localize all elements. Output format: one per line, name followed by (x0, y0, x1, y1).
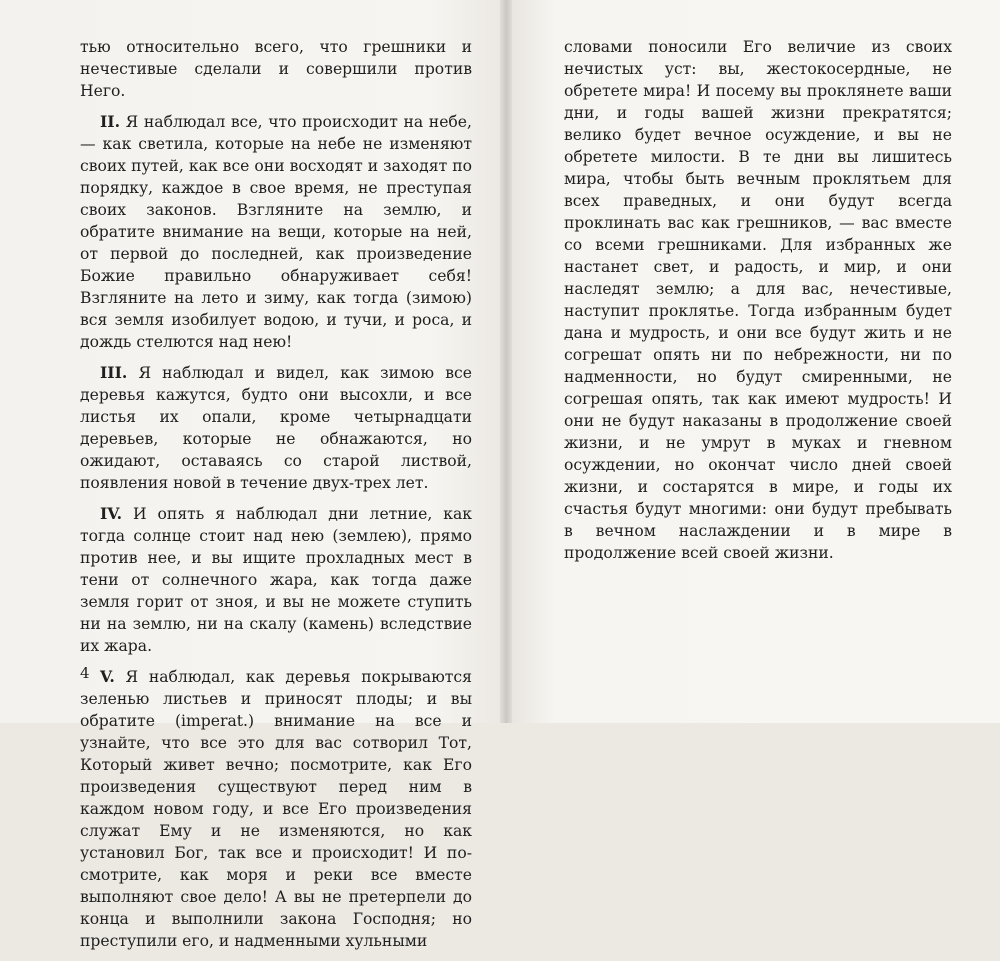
page-number: 4 (80, 664, 90, 682)
paragraph-ii (80, 111, 472, 353)
paragraph-continuation (564, 36, 952, 564)
paragraph-number: II. (100, 112, 121, 131)
paragraph-text: Я наблюдал, как деревья покрываются зеленью листьев и приносят плоды; и вы обратите (imperat.) внимание на все и узнайте, что все это для вас сотворил Тот, Который живет вечно; посмотрите, как Его произведения существуют перед ним в каждом новом году, и все Его произведения служат Ему и не изменяются, но как установил Бог, так все и происходит! И посмотрите, как моря и реки все вместе выполняют свое дело! А вы не претерпели до конца и выполнили закона Господня; но преступили его, и надменными хульными (80, 668, 472, 950)
paragraph-iv (80, 503, 472, 657)
paragraph-text: тью относительно всего, что грешники и нечестивые сделали и совершили против Него. (80, 38, 472, 100)
paragraph-text: Я наблюдал все, что происходит на небе, — как светила, которые на небе не изменяют своих путей, как все они восходят и заходят по порядку, каждое в свое время, не преступая своих законов. Взгляните на землю, и обратите внимание на вещи, которые на ней, от первой до последней, как произведение Божие правильно обнаруживает себя! Взгляните на лето и зиму, как тогда (зимою) вся земля изобилует водою, и тучи, и роса, и дождь стелются над нею! (80, 113, 472, 351)
paragraph-number: III. (100, 363, 128, 382)
paragraph-number: V. (100, 667, 115, 686)
paragraph-number: IV. (100, 504, 123, 523)
book-gutter (500, 0, 512, 723)
paragraph-text: словами поносили Его величие из своих нечистых уст: вы, жестокосердные, не обретете мира! И посему вы проклянете ваши дни, и годы вашей жизни прекратятся; велико будет вечное осуждение, и вы не обретете милости. В те дни вы лишитесь мира, чтобы быть вечным проклятьем для всех праведных, и они будут всегда проклинать вас как грешников, — вас вместе со всеми грешниками. Для избранных же настанет свет, и радость, и мир, и они наследят землю; а для вас, нечестивые, наступит проклятье. Тогда избранным будет дана и мудрость, и они все будут жить и не согрешат опять ни по небрежности, ни по надменности, но будут смиренными, не согрешая опять, так как имеют мудрость! И они не будут наказаны в продолжение своей жизни, и не умрут в муках и гневном осуждении, но окончат число дней своей жизни, и состарятся в мире, и годы их счастья будут многими: они будут пребывать в вечном наслаждении и в мире в продолжение всей своей жизни. (564, 38, 952, 562)
paragraph-continuation (80, 36, 472, 102)
right-page-text (564, 36, 952, 573)
paragraph-text: И опять я наблюдал дни летние, как тогда солнце стоит над нею (землею), прямо против нее, и вы ищите прохладных мест в тени от солнечного жара, как тогда даже земля горит от зноя, и вы не можете ступить ни на землю, ни на скалу (камень) вследствие их жара. (80, 505, 472, 655)
paragraph-v (80, 666, 472, 952)
paragraph-text: Я наблюдал и видел, как зимою все деревья кажутся, будто они высохли, и все листья их опали, кроме четырнадцати деревьев, которые не обнажаются, но ожидают, оставаясь со старой листвой, появления новой в течение двух-трех лет. (80, 364, 472, 492)
paragraph-iii (80, 362, 472, 494)
left-page-text (80, 36, 472, 961)
